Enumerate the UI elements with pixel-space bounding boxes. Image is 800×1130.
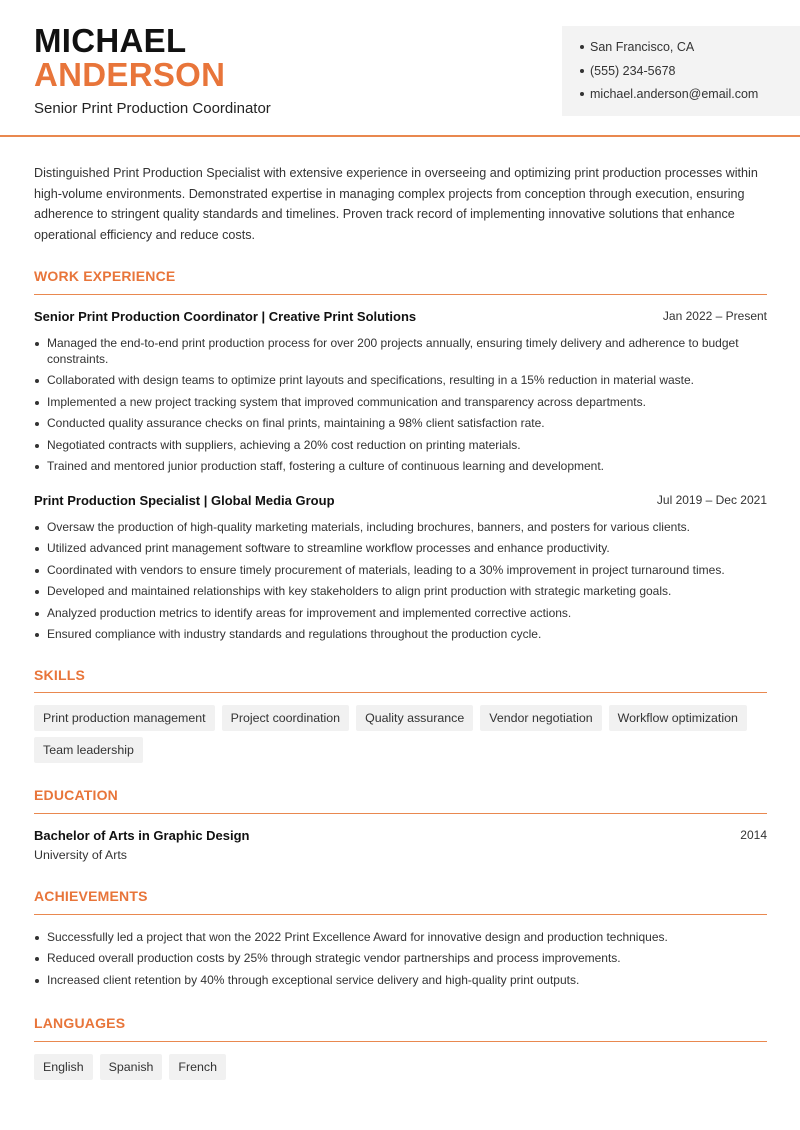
job-role: Senior Print Production Coordinator | Creative Print Solutions — [34, 309, 417, 324]
education-heading: EDUCATION — [34, 787, 118, 803]
list-item: Reduced overall production costs by 25% through strategic vendor partnerships and process improvements. — [34, 950, 767, 966]
resume-header — [0, 0, 800, 137]
bullet-icon — [580, 92, 584, 96]
section-divider — [34, 813, 767, 814]
list-item: Developed and maintained relationships with key stakeholders to align print production with strategic marketing goals. — [34, 583, 767, 599]
skill-chip: Print production management — [34, 705, 215, 731]
list-item: Conducted quality assurance checks on final prints, maintaining a 98% client satisfaction rate. — [34, 415, 767, 431]
language-chip: Spanish — [100, 1054, 163, 1080]
contact-phone — [580, 60, 800, 84]
language-chip: English — [34, 1054, 93, 1080]
list-item: Oversaw the production of high-quality marketing materials, including brochures, banners, and posters for various clients. — [34, 519, 767, 535]
list-item: Trained and mentored junior production staff, fostering a culture of continuous learning and development. — [34, 458, 767, 474]
list-item: Successfully led a project that won the 2022 Print Excellence Award for innovative design and production techniques. — [34, 929, 767, 945]
list-item: Negotiated contracts with suppliers, achieving a 20% cost reduction on printing materials. — [34, 437, 767, 453]
contact-location — [580, 36, 800, 60]
headline-title: Senior Print Production Coordinator — [34, 100, 271, 117]
section-divider — [34, 914, 767, 915]
education-school: University of Arts — [34, 848, 127, 862]
list-item: Collaborated with design teams to optimize print layouts and specifications, resulting in a 15% reduction in material waste. — [34, 372, 767, 388]
section-divider — [34, 1041, 767, 1042]
contact-box — [562, 26, 800, 116]
language-chip: French — [169, 1054, 226, 1080]
education-year: 2014 — [740, 828, 767, 842]
list-item: Coordinated with vendors to ensure timely procurement of materials, leading to a 30% improvement in project turnaround times. — [34, 562, 767, 578]
skill-chip: Project coordination — [222, 705, 350, 731]
contact-location-text: San Francisco, CA — [590, 40, 695, 55]
skill-chip: Quality assurance — [356, 705, 473, 731]
last-name: ANDERSON — [34, 56, 226, 93]
skills-heading: SKILLS — [34, 667, 85, 683]
skill-chip: Team leadership — [34, 737, 143, 763]
job-role: Print Production Specialist | Global Media Group — [34, 493, 335, 508]
list-item: Increased client retention by 40% through exceptional service delivery and high-quality print outputs. — [34, 972, 767, 988]
languages-heading: LANGUAGES — [34, 1015, 126, 1031]
list-item: Utilized advanced print management software to streamline workflow processes and enhance productivity. — [34, 540, 767, 556]
first-name: MICHAEL — [34, 22, 187, 59]
skills-list — [34, 705, 774, 769]
skill-chip: Workflow optimization — [609, 705, 747, 731]
achievements-heading: ACHIEVEMENTS — [34, 888, 148, 904]
job-header — [34, 309, 767, 324]
list-item: Ensured compliance with industry standards and regulations throughout the production cycle. — [34, 626, 767, 642]
job-bullets — [34, 519, 767, 647]
education-header — [34, 828, 767, 843]
section-divider — [34, 294, 767, 295]
professional-summary: Distinguished Print Production Specialist with extensive experience in overseeing and optimizing print production processes within high-volume environments. Demonstrated expertise in managing complex projects from conception through execution, ensuring adherence to stringent quality standards and timelines. Proven track record of implementing innovative solutions that enhance operational efficiency and reduce costs. — [34, 166, 758, 242]
contact-email-text: michael.anderson@email.com — [590, 87, 759, 102]
contact-phone-text: (555) 234-5678 — [590, 63, 676, 78]
bullet-icon — [580, 45, 584, 49]
achievements-list — [34, 929, 767, 993]
job-bullets — [34, 335, 767, 479]
job-header — [34, 493, 767, 508]
list-item: Managed the end-to-end print production process for over 200 projects annually, ensuring timely delivery and adherence to budget constraints. — [34, 335, 767, 367]
list-item: Implemented a new project tracking system that improved communication and transparency across departments. — [34, 394, 767, 410]
list-item: Analyzed production metrics to identify areas for improvement and implemented corrective actions. — [34, 605, 767, 621]
work-experience-heading: WORK EXPERIENCE — [34, 268, 176, 284]
languages-list — [34, 1054, 774, 1086]
job-dates: Jan 2022 – Present — [662, 309, 767, 323]
skill-chip: Vendor negotiation — [480, 705, 601, 731]
bullet-icon — [580, 69, 584, 73]
job-dates: Jul 2019 – Dec 2021 — [656, 493, 767, 507]
education-degree: Bachelor of Arts in Graphic Design — [34, 828, 250, 843]
contact-email — [580, 83, 800, 107]
section-divider — [34, 692, 767, 693]
